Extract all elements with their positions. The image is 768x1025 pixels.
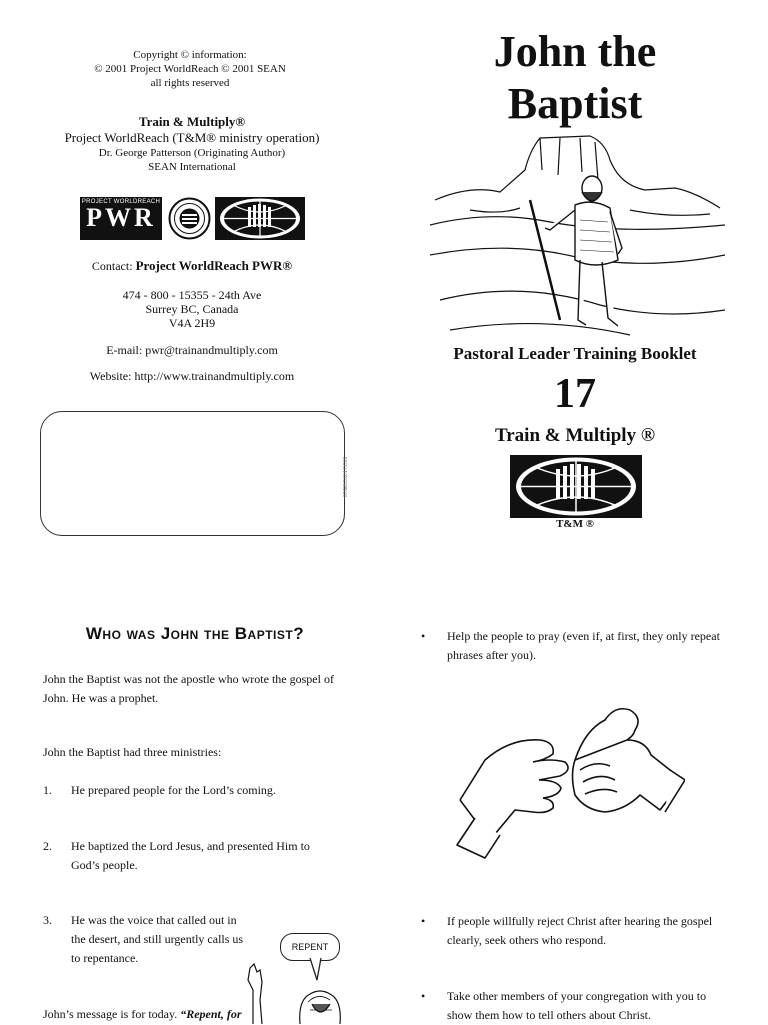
logo-row [80,197,310,243]
pwr-logo [80,197,162,240]
train-multiply-block [40,114,344,174]
paragraph-text: John’s message is for today. [43,1007,181,1021]
list-item [421,912,727,950]
pwr-logo-top: PROJECT WORLDREACH [81,199,161,205]
copyright-line: © 2001 Project WorldReach © 2001 SEAN [94,63,286,75]
pwr-logo-big: PWR [86,203,156,232]
speech-bubble: REPENT [280,933,340,961]
preacher-illustration [238,960,348,1024]
author-line: Dr. George Patterson (Originating Author) [98,147,286,159]
website-line: Website: http://www.trainandmultiply.com [89,369,295,383]
cover-title [440,26,710,130]
bullet-text: If people willfully reject Christ after hearing the gospel clearly, seek others who respond. [447,914,713,947]
contact-line [40,258,344,274]
bullet-text: Take other members of your congregation with you to show them how to tell others about Christ. [447,989,707,1022]
list-item [421,627,727,665]
paragraph-quote: “Repent, for [180,1007,242,1021]
copyright-line: Copyright © information: [133,49,247,61]
globe-logo-icon [510,455,642,518]
sean-line: SEAN International [148,161,236,173]
seal-logo-icon [168,197,211,240]
bullet-icon: • [421,914,426,928]
mailing-label-box [40,411,345,536]
list-number: 3. [43,913,52,927]
paragraph [43,1005,253,1024]
address-line: 474 - 800 - 15355 - 24th Ave [122,288,262,302]
bullet-text: Help the people to pray (even if, at first, they only repeat phrases after you). [447,629,720,662]
globe-logo-icon [215,197,305,240]
address-block [40,288,344,330]
train-multiply-title: Train & Multiply® [138,114,246,129]
contact-label: Contact: [91,259,133,273]
list-item [421,987,727,1025]
booklet-number: 17 [554,371,596,417]
list-item: He prepared people for the Lord’s coming. [71,783,276,797]
vertical-code: 07/EBC02/17/C01 [343,456,349,497]
section-heading: Who was John the Baptist? [85,624,305,643]
address-line: V4A 2H9 [168,316,216,330]
paragraph: John the Baptist was not the apostle who wrote the gospel of John. He was a prophet. [43,672,334,705]
copyright-block [40,48,340,90]
list-item: He baptized the Lord Jesus, and presented Him to God’s people. [71,839,310,872]
brand-name: Train & Multiply ® [494,425,656,446]
john-baptist-illustration [430,130,725,340]
email-line: E-mail: pwr@trainandmultiply.com [106,343,278,357]
praying-hands-illustration [455,700,685,860]
org-line: Project WorldReach (T&M® ministry operation) [64,130,320,145]
booklet-subtitle: Pastoral Leader Training Booklet [453,344,697,363]
list-number: 2. [43,839,52,853]
address-line: Surrey BC, Canada [145,302,239,316]
copyright-line: all rights reserved [150,77,230,89]
tm-mark: T&M ® [556,518,594,530]
bullet-icon: • [421,989,426,1003]
cover-title-line: John the [493,27,657,76]
contact-name: Project WorldReach PWR® [135,258,293,273]
list-item: He was the voice that called out in the desert, and still urgently calls us to repentance. [71,913,244,965]
cover-title-line: Baptist [507,79,643,128]
bullet-icon: • [421,629,426,643]
list-number: 1. [43,783,52,797]
paragraph: John the Baptist had three ministries: [43,745,222,759]
